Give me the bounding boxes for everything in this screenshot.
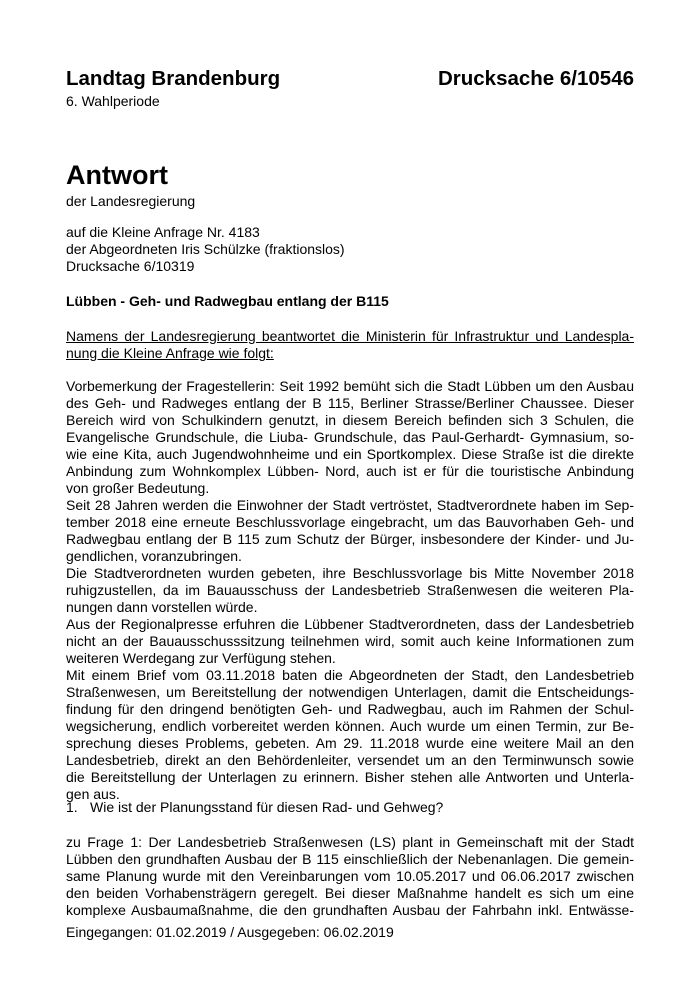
text-line: Landesbetrieb, direkt an den Behördenleiter, versendet um an den Terminwunsch sowie <box>66 752 634 768</box>
intro-line: Namens der Landesregierung beantwortet die Ministerin für Infrastruktur und Landespla- <box>66 328 634 344</box>
text-line: Radwegbau entlang der B 115 zum Schutz der Bürger, insbesondere der Kinder- und Ju- <box>66 531 634 547</box>
text-line: gen aus. <box>66 786 120 802</box>
intro-line: nung die Kleine Anfrage wie folgt: <box>66 345 274 361</box>
document-title: Lübben - Geh- und Radwegbau entlang der B115 <box>66 293 389 309</box>
text-line: zu Frage 1: Der Landesbetrieb Straßenwesen (LS) plant in Gemeinschaft mit der Stadt <box>66 834 634 850</box>
document-number: Drucksache 6/10546 <box>437 67 634 90</box>
text-line: Anbindung zum Wohnkomplex Lübben- Nord, auch ist er für die touristische Anbindung <box>66 463 634 479</box>
text-line: ruhigzustellen, da im Bauausschuss der Landesbetrieb Straßenwesen die weiteren Pla- <box>66 582 634 598</box>
document-heading: Antwort <box>66 160 168 190</box>
text-line: komplexe Ausbaumaßnahme, die den grundhaften Ausbau der Fahrbahn inkl. Entwässe- <box>66 902 634 918</box>
text-line: des Geh- und Radweges entlang der B 115, Berliner Strasse/Berliner Chaussee. Dieser <box>66 395 634 411</box>
text-line: weiteren Werdegang zur Verfügung stehen. <box>66 650 336 666</box>
question-text: Wie ist der Planungsstand für diesen Rad- und Gehweg? <box>90 799 444 815</box>
text-line: Mit einem Brief vom 03.11.2018 baten die Abgeordneten der Stadt, den Landesbetrieb <box>66 667 634 683</box>
text-line: Bereich wird von Schulkindern genutzt, in diesem Bereich befinden sich 3 Schulen, die <box>66 412 634 428</box>
text-line: nungen dann vorstellen würde. <box>66 599 258 615</box>
inquiry-reference <box>66 224 345 275</box>
text-line: Seit 28 Jahren werden die Einwohner der Stadt vertröstet, Stadtverordnete haben im Sep- <box>66 497 634 513</box>
text-line: Evangelische Grundschule, die Liuba- Grundschule, das Paul-Gerhardt- Gymnasium, so- <box>66 429 634 445</box>
text-line: wie eine Kita, auch Jugendwohnheime und ein Sportkomplex. Diese Straße ist die direkte <box>66 446 634 462</box>
text-line: Lübben den grundhaften Ausbau der B 115 einschließlich der Nebenanlagen. Die gemein- <box>66 851 634 867</box>
text-line: Vorbemerkung der Fragestellerin: Seit 1992 bemüht sich die Stadt Lübben um den Ausbau <box>66 378 634 394</box>
inquiry-line: Drucksache 6/10319 <box>66 258 195 274</box>
text-line: findung für den dringend benötigten Geh- und Radwegbau, auch im Rahmen der Schul- <box>66 701 634 717</box>
document-subheading: der Landesregierung <box>66 193 196 209</box>
text-line: den beiden Vorhabensträgern geregelt. Bei dieser Maßnahme handelt es sich um eine <box>66 885 634 901</box>
text-line: wegsicherung, endlich vorbereitet werden können. Auch wurde um einen Termin, zur Be- <box>66 718 634 734</box>
parliament-name: Landtag Brandenburg <box>66 67 281 90</box>
text-line: Die Stadtverordneten wurden gebeten, ihre Beschlussvorlage bis Mitte November 2018 <box>66 565 634 581</box>
question-number: 1. <box>66 799 78 815</box>
text-line: sprechung dieses Problems, gebeten. Am 29. 11.2018 wurde eine weitere Mail an den <box>66 735 634 751</box>
text-line: tember 2018 eine erneute Beschlussvorlage eingebracht, um das Bauvorhaben Geh- und <box>66 514 634 530</box>
legislative-period: 6. Wahlperiode <box>66 93 160 109</box>
text-line: von großer Bedeutung. <box>66 480 210 496</box>
inquiry-line: der Abgeordneten Iris Schülzke (fraktionslos) <box>66 241 345 257</box>
text-line: same Planung wurde mit den Vereinbarungen vom 10.05.2017 und 06.06.2017 zwischen <box>66 868 634 884</box>
text-line: Straßenwesen, um Bereitstellung der notwendigen Unterlagen, damit die Entscheidungs- <box>66 684 634 700</box>
inquiry-line: auf die Kleine Anfrage Nr. 4183 <box>66 224 260 240</box>
text-line: nicht an der Bauausschusssitzung teilnehmen wird, somit auch keine Informationen zum <box>66 633 634 649</box>
preliminary-remark <box>66 378 634 803</box>
intro-statement <box>66 328 634 362</box>
text-line: gendlichen, voranzubringen. <box>66 548 242 564</box>
answer-1 <box>66 834 634 919</box>
question-1 <box>66 799 443 816</box>
text-line: die Bereitstellung der Unterlagen zu erinnern. Bisher stehen alle Antworten und Unterla- <box>66 769 634 785</box>
text-line: Aus der Regionalpresse erfuhren die Lübbener Stadtverordneten, dass der Landesbetrieb <box>66 616 634 632</box>
publication-dates: Eingegangen: 01.02.2019 / Ausgegeben: 06.02.2019 <box>66 924 394 940</box>
document-header <box>66 66 634 92</box>
